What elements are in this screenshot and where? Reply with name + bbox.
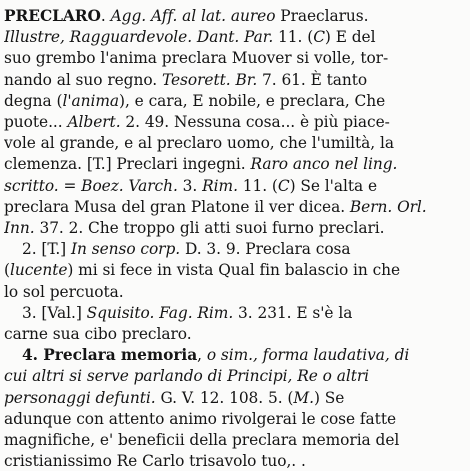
entry-text-run: adunque con attento animo rivolgerai le cose fatte [4,409,397,428]
entry-line [4,133,462,154]
entry-text-run: 11. ( [237,176,278,195]
italic-citation-text: lucente [9,261,68,280]
entry-text-run: magnifiche, e' beneficii della preclara memoria del [4,431,400,450]
italic-citation-text: Illustre, Ragguardevole. Dant. Par. [4,28,274,47]
italic-citation-text: Raro anco nel ling. [250,155,398,174]
italic-citation-text: scritto. = Boez. Varch. [4,176,178,195]
italic-citation-text: C [277,176,290,195]
italic-citation-text: In senso corp. [70,240,181,259]
dictionary-entry-preclaro [4,6,462,471]
entry-text-run: 3. [Val.] [22,303,87,322]
italic-citation-text: Inn. [4,219,35,238]
entry-text-run: 11. ( [273,28,314,47]
entry-text-run: degna ( [4,91,63,110]
entry-text-run: ) Se [313,388,345,407]
entry-line [4,154,462,175]
entry-text-run: suo grembo l'anima preclara Muover si volle, tor- [4,49,389,68]
italic-citation-text: Squisito. Fag. Rim. [86,303,234,322]
entry-text-run: 2. [T.] [22,240,71,259]
entry-text-run: , [197,346,207,365]
headword-text: PRECLARO [4,7,101,25]
entry-text-run: ), e cara, E nobile, e preclara, Che [119,91,386,110]
italic-citation-text: aureo [230,7,276,25]
italic-citation-text: Agg. Aff. [110,7,178,25]
entry-text-run: clemenza. [T.] Preclari ingegni. [4,155,251,174]
entry-line [4,388,462,409]
entry-text-run: G. V. 12. 108. 5. ( [155,388,294,407]
italic-citation-text: Rim. [202,176,238,195]
italic-citation-text: o sim., forma laudativa, di [206,346,410,365]
entry-line [4,345,462,366]
italic-citation-text: l'anima [62,91,120,110]
entry-text-run: ) E del [324,28,376,47]
entry-text-run: 7. 61. È tanto [257,70,368,89]
entry-text-run: ) Se l'alta e [289,176,378,195]
entry-line [4,218,462,239]
entry-line [4,260,462,281]
italic-citation-text: cui altri si serve parlando di Principi, Re o altri [4,367,370,386]
entry-text-run: ( [4,261,10,280]
entry-line [4,112,462,133]
italic-citation-text: Albert. [67,113,121,132]
entry-line [4,197,462,218]
entry-line [4,451,462,471]
entry-line [4,91,462,112]
entry-line [4,324,462,345]
italic-citation-text: C [313,28,325,47]
entry-text-run: 3. 231. E s'è la [233,303,353,322]
entry-text-run: nando al suo regno. [4,70,162,89]
entry-text-run: vole al grande, e al preclaro uomo, che l'umiltà, la [4,134,394,153]
entry-line [4,48,462,69]
entry-text-run: Praeclarus. [275,7,369,25]
entry-line [4,70,462,91]
entry-text-run: puote... [4,113,68,132]
entry-line [4,366,462,387]
entry-text-run: D. 3. 9. Preclara cosa [180,240,351,259]
entry-line [4,409,462,430]
entry-line [4,282,462,303]
italic-citation-text: M. [293,388,314,407]
entry-line [4,303,462,324]
entry-line [4,6,462,27]
entry-line [4,430,462,451]
italic-citation-text: personaggi defunti. [4,388,156,407]
entry-text-run: carne sua cibo preclaro. [4,325,192,344]
italic-citation-text: Tesorett. Br. [161,70,258,89]
entry-text-run: lo sol percuota. [4,282,124,301]
entry-text-run: 37. 2. Che troppo gli atti suoi furno preclari. [34,219,385,238]
entry-text-run: . [100,7,111,25]
entry-text-run: preclara Musa del gran Platone il ver dicea. [4,197,350,216]
entry-text-run: cristianissimo Re Carlo trisavolo tuo,. . [4,452,306,471]
entry-text-run: 2. 49. Nessuna cosa... è più piace- [120,113,390,132]
entry-line [4,176,462,197]
italic-citation-text: Bern. Orl. [349,197,427,216]
italic-citation-text: al lat. [177,7,231,25]
headword-text: 4. Preclara memoria [22,346,198,365]
entry-text-run: ) mi si fece in vista Qual fin balascio in che [67,261,401,280]
entry-line [4,239,462,260]
entry-text-run: 3. [177,176,203,195]
entry-line [4,27,462,48]
